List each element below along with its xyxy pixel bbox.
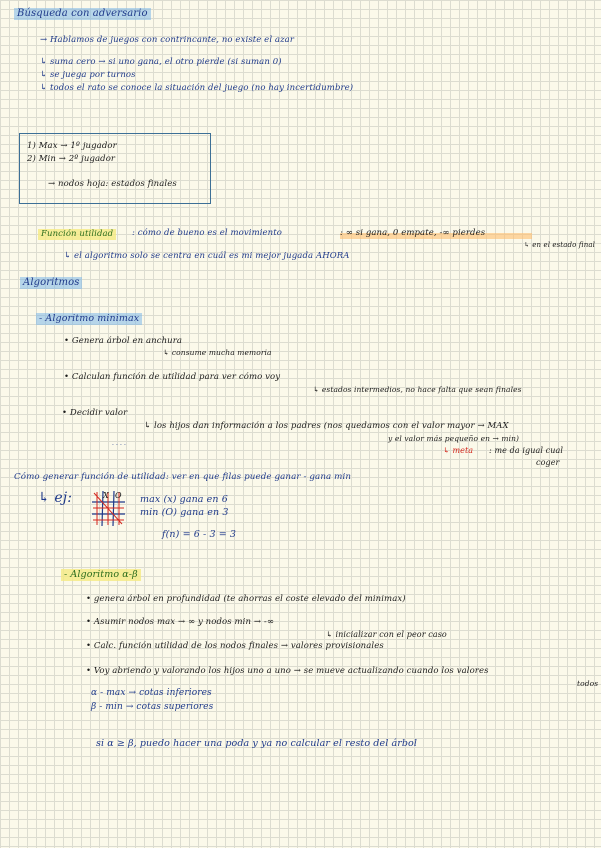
minimax-bullet-2-sub: ↳ estados intermedios, no hace falta que sean finales: [313, 385, 522, 394]
alphabeta-bullet-4: • Voy abriendo y valorando los hijos uno a uno → se mueve actualizando cuando los valores: [86, 666, 489, 676]
alphabeta-beta: β - min → cotas superiores: [91, 702, 214, 712]
minimax-bullet-3-sub-1: ↳ los hijos dan información a los padres (nos quedamos con el valor mayor → MAX: [144, 421, 509, 431]
example-min: min (O) gana en 3: [140, 507, 229, 518]
algorithms-heading: Algoritmos: [20, 277, 82, 289]
intro-line-4: ↳ todos el rato se conoce la situación del juego (no hay incertidumbre): [40, 83, 354, 93]
minimax-meta-text-2: coger: [536, 458, 560, 467]
minimax-bullet-2: • Calculan función de utilidad para ver cómo voy: [64, 372, 281, 382]
example-max: max (x) gana en 6: [140, 494, 228, 505]
example-result: f(n) = 6 - 3 = 3: [162, 529, 237, 540]
utility-text: : cómo de bueno es el movimiento: [132, 228, 282, 238]
box-line-min: 2) Min → 2º jugador: [27, 154, 116, 164]
alphabeta-alpha: α - max → cotas inferiores: [91, 688, 212, 698]
minimax-meta-text: : me da igual cual: [489, 446, 563, 455]
alphabeta-bullet-1: • genera árbol en profundidad (te ahorras el coste elevado del minimax): [86, 594, 406, 604]
utility-label: Función utilidad: [38, 229, 116, 240]
example-label: ↳ ej:: [38, 490, 73, 506]
minimax-dots: · · · ·: [112, 442, 127, 449]
alphabeta-bullet-2: • Asumir nodos max → ∞ y nodos min → -∞: [86, 617, 275, 627]
intro-line-1: → Hablamos de juegos con contrincante, no existe el azar: [40, 35, 295, 45]
alphabeta-bullet-3: • Calc. función utilidad de los nodos finales → valores provisionales: [86, 641, 384, 651]
alphabeta-prune-rule: si α ≥ β, puedo hacer una poda y ya no calcular el resto del árbol: [96, 738, 417, 749]
alphabeta-bullet-2-sub: ↳ inicializar con el peor caso: [326, 630, 447, 639]
minimax-title: - Algoritmo minimax: [36, 313, 142, 325]
utility-generation-note: Cómo generar función de utilidad: ver en que filas puede ganar - gana min: [14, 472, 352, 482]
minimax-bullet-1: • Genera árbol en anchura: [64, 336, 183, 346]
intro-line-2: ↳ suma cero → si uno gana, el otro pierde (si suman 0): [40, 57, 282, 67]
utility-values: : ∞ si gana, 0 empate, -∞ pierdes: [340, 228, 486, 238]
alphabeta-bullet-4-end: todos: [577, 679, 599, 688]
grid-o-mark: O: [115, 491, 122, 500]
intro-line-3: ↳ se juega por turnos: [40, 70, 136, 80]
alphabeta-title: - Algoritmo α-β: [61, 569, 141, 581]
box-line-leaves: → nodos hoja: estados finales: [48, 179, 177, 189]
minimax-meta-label: ↳ meta: [443, 446, 474, 455]
utility-line-2: ↳ el algoritmo solo se centra en cuál es mi mejor jugada AHORA: [64, 251, 350, 261]
box-line-max: 1) Max → 1º jugador: [27, 141, 117, 151]
minimax-bullet-3-sub-2: y el valor más pequeño en → min): [388, 434, 520, 443]
page-title: Búsqueda con adversario: [14, 8, 151, 20]
minimax-bullet-1-sub: ↳ consume mucha memoria: [163, 348, 272, 357]
grid-x-mark: X: [103, 491, 109, 500]
minimax-bullet-3: • Decidir valor: [62, 408, 128, 418]
utility-side-note: ↳ en el estado final: [524, 241, 595, 249]
